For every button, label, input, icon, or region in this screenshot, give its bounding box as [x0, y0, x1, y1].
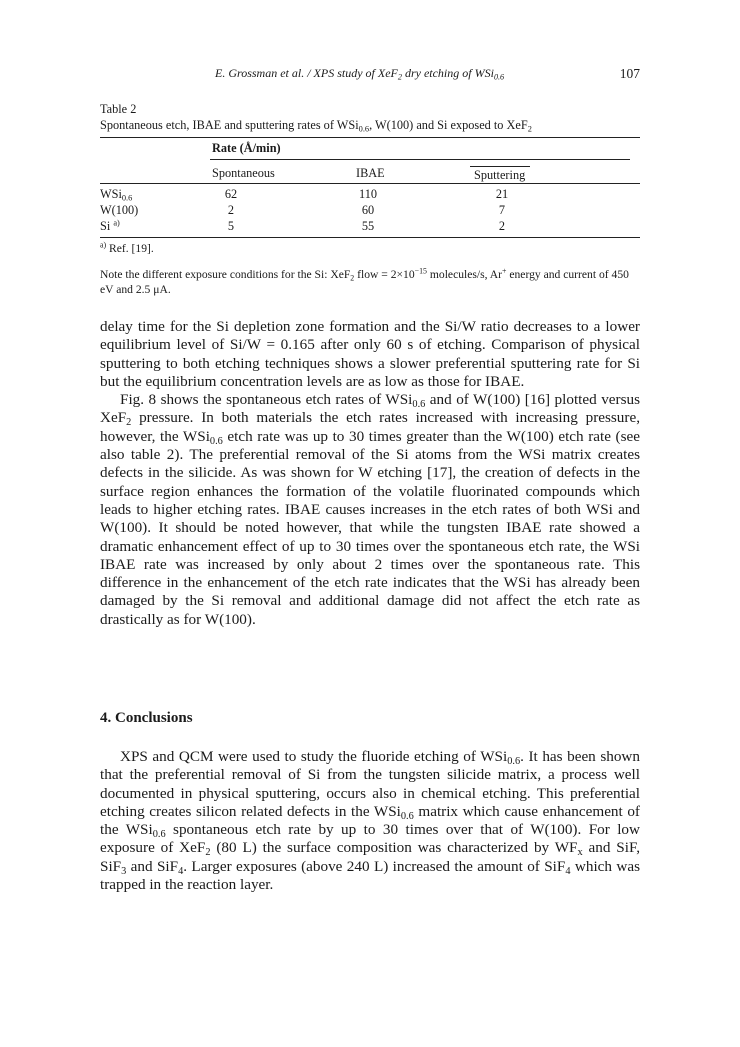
- table-caption-block: [100, 101, 640, 133]
- row-spontaneous: 62: [224, 187, 238, 201]
- row-material: W(100): [100, 203, 139, 217]
- row-sputtering: 21: [495, 187, 509, 201]
- running-head: [100, 66, 640, 84]
- row-sputtering: 2: [498, 219, 506, 233]
- running-head-title: E. Grossman et al. / XPS study of XeF$_2$ dry etching of WSi$_{0.6}$: [215, 66, 505, 82]
- row-ibae: 110: [359, 187, 377, 201]
- table-label: Table 2: [100, 102, 137, 116]
- row-material: WSi$_{0.6}$: [100, 187, 133, 203]
- page-number: 107: [619, 66, 640, 81]
- rate-group-header: Rate (Å/min): [212, 141, 281, 155]
- table-note: Note the different exposure conditions for the Si: XeF$_2$ flow = $2\times 10^{-15}$ molecules/s, Ar+ energy and current of 450 eV and 2.5 μA.: [100, 266, 629, 296]
- row-spontaneous: 5: [227, 219, 235, 233]
- column-header-ibae: IBAE: [356, 166, 385, 180]
- row-ibae: 55: [361, 219, 375, 233]
- row-sputtering: 7: [498, 203, 506, 217]
- table-footnote: $^{a)}$ Ref. [19].: [100, 240, 154, 255]
- row-material: Si $^{a)}$: [100, 218, 120, 233]
- table-caption: Spontaneous etch, IBAE and sputtering rates of WSi$_{0.6}$, W(100) and Si exposed to XeF$_2$: [100, 118, 532, 134]
- column-header-spontaneous: Spontaneous: [212, 166, 275, 180]
- sputtering-header-rule: [470, 166, 530, 167]
- column-header-sputtering: Sputtering: [474, 168, 526, 182]
- body-paragraph: Fig. 8 shows the spontaneous etch rates of WSi$_{0.6}$ and of W(100) [16] plotted versus XeF$_2$ pressure. In both materials the etch rates increased with increasing pressure, however, the WSi$_{0.6}$ etch rate was up to 30 times greater than the W(100) etch rate (see also table 2). The preferential removal of the Si atoms from the WSi matrix creates defects in the silicide. As was shown for W etching [17], the creation of defects in the surface region enhances the formation of the volatile fluorinated compounds which leads to higher etching rates. IBAE causes increases in the etch rates of both WSi and W(100). It should be noted however, that while the tungsten IBAE rate showed a dramatic enhancement effect of up to 30 times over the spontaneous etch rate, the WSi IBAE rate was increased by only about 2 times over the spontaneous rate. This difference in the enhancement of the etch rate indicates that the WSi has already been damaged by the Si removal and additional damage did not affect the etch rate as drastically as for W(100).: [100, 391, 641, 628]
- row-spontaneous: 2: [227, 203, 235, 217]
- body-text-upper: [100, 318, 640, 629]
- group-header-rule: [210, 159, 630, 160]
- section-heading: 4. Conclusions: [100, 710, 193, 726]
- table-top-rule: [100, 137, 640, 138]
- body-paragraph: XPS and QCM were used to study the fluoride etching of WSi$_{0.6}$. It has been shown that the preferential removal of Si from the tungsten silicide matrix, a process well documented in physical sputtering, occurs also in chemical etching. This preferential etching creates silicon related defects in the WSi$_{0.6}$ matrix which cause enhancement of the WSi$_{0.6}$ spontaneous etch rate by up to 30 times over that of W(100). For low exposure of XeF$_2$ (80 L) the surface composition was characterized by $WF_x$ and SiF, SiF$_3$ and SiF$_4$. Larger exposures (above 240 L) increased the amount of SiF$_4$ which was trapped in the reaction layer.: [100, 748, 641, 894]
- header-bottom-rule: [100, 183, 640, 184]
- row-ibae: 60: [361, 203, 375, 217]
- table-bottom-rule: [100, 237, 640, 238]
- body-text-conclusions: [100, 748, 640, 894]
- body-paragraph: delay time for the Si depletion zone formation and the Si/W ratio decreases to a lower equilibrium level of Si/W = 0.165 after only 60 s of etching. Comparison of physical sputtering to both etching techniques shows a slower preferential sputtering rate for Si but the equilibrium concentration levels are as low as those for IBAE.: [100, 318, 640, 390]
